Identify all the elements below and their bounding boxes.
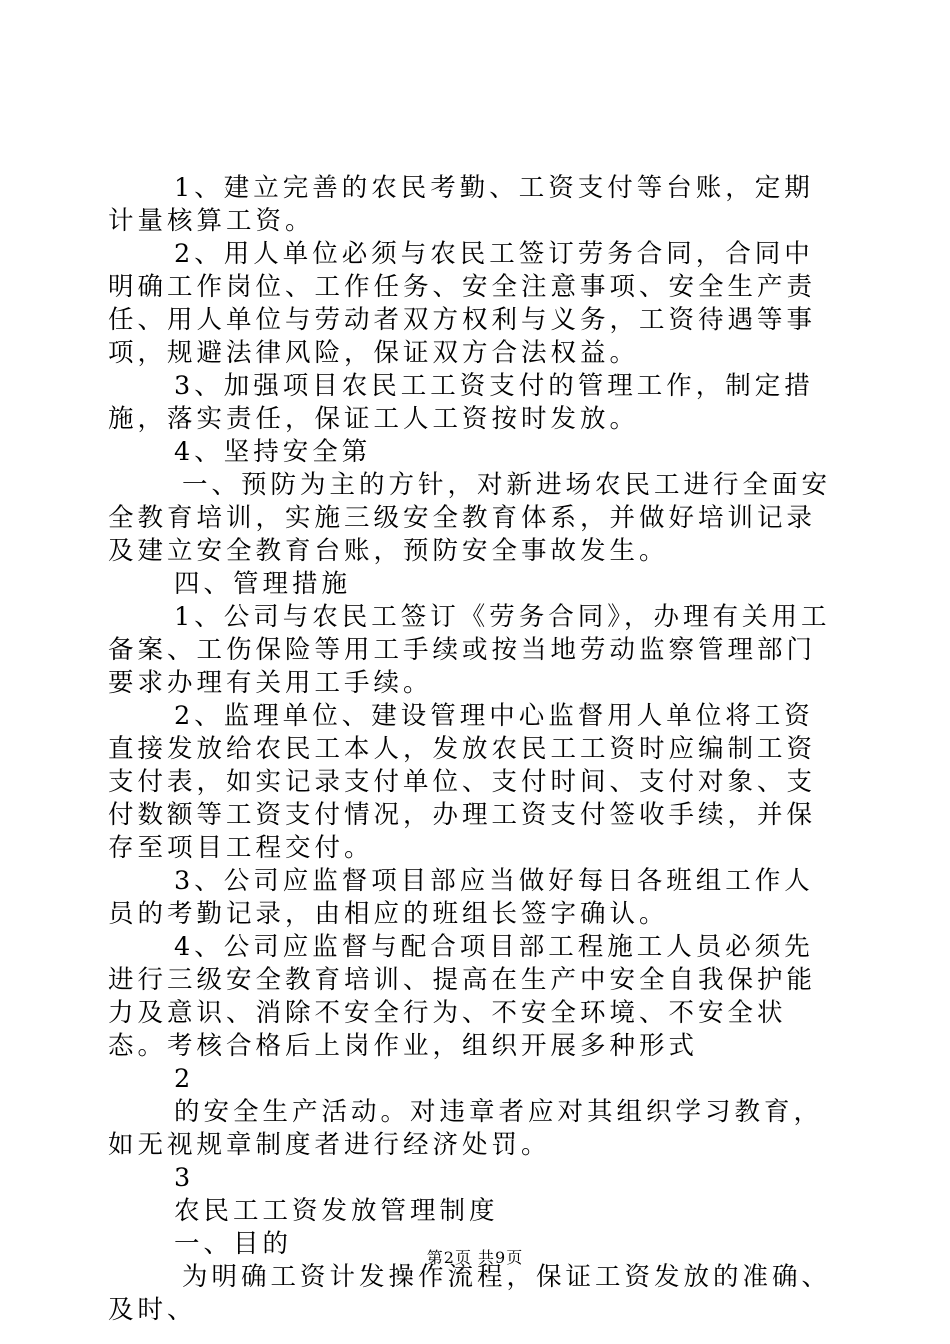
document-title: 农民工工资发放管理制度 <box>174 1196 499 1226</box>
paragraph-6: 1、公司与农民工签订《劳务合同》，办理有关用工备案、工伤保险等用工手续或按当地劳动监察管理部门要求办理有关用工手续。 <box>108 602 831 698</box>
section-heading-purpose: 一、目的 <box>174 1229 293 1259</box>
section-heading-measures: 四、管理措施 <box>174 569 352 599</box>
paragraph-1: 1、建立完善的农民考勤、工资支付等台账，定期计量核算工资。 <box>108 173 814 236</box>
document-body <box>108 172 838 1327</box>
inline-page-number-2: 2 <box>174 1064 195 1094</box>
paragraph-8: 3、公司应监督项目部应当做好每日各班组工作人员的考勤记录，由相应的班组长签字确认。 <box>108 866 814 929</box>
paragraph-11: 为明确工资计发操作流程，保证工资发放的准确、及时、 <box>108 1262 832 1325</box>
paragraph-10: 的安全生产活动。对违章者应对其组织学习教育，如无视规章制度者进行经济处罚。 <box>108 1097 824 1160</box>
paragraph-3: 3、加强项目农民工工资支付的管理工作，制定措施，落实责任，保证工人工资按时发放。 <box>108 371 814 434</box>
page-footer: 第2页 共9页 <box>426 1248 524 1267</box>
inline-page-number-3: 3 <box>174 1163 195 1193</box>
paragraph-2: 2、用人单位必须与农民工签订劳务合同，合同中明确工作岗位、工作任务、安全注意事项、安全生产责任、用人单位与劳动者双方权利与义务，工资待遇等事项，规避法律风险，保证双方合法权益。 <box>108 239 817 368</box>
paragraph-7: 2、监理单位、建设管理中心监督用人单位将工资直接发放给农民工本人，发放农民工工资时应编制工资支付表，如实记录支付单位、支付时间、支付对象、支付数额等工资支付情况，办理工资支付签收手续，并保存至项目工程交付。 <box>108 701 817 863</box>
paragraph-9: 4、公司应监督与配合项目部工程施工人员必须先进行三级安全教育培训、提高在生产中安全自我保护能力及意识、消除不安全行为、不安全环境、不安全状态。考核合格后上岗作业，组织开展多种形式 <box>108 932 817 1061</box>
paragraph-5: 一、预防为主的方针，对新进场农民工进行全面安全教育培训，实施三级安全教育体系，并做好培训记录及建立安全教育台账，预防安全事故发生。 <box>108 470 832 566</box>
paragraph-4: 4、坚持安全第 <box>174 437 372 467</box>
